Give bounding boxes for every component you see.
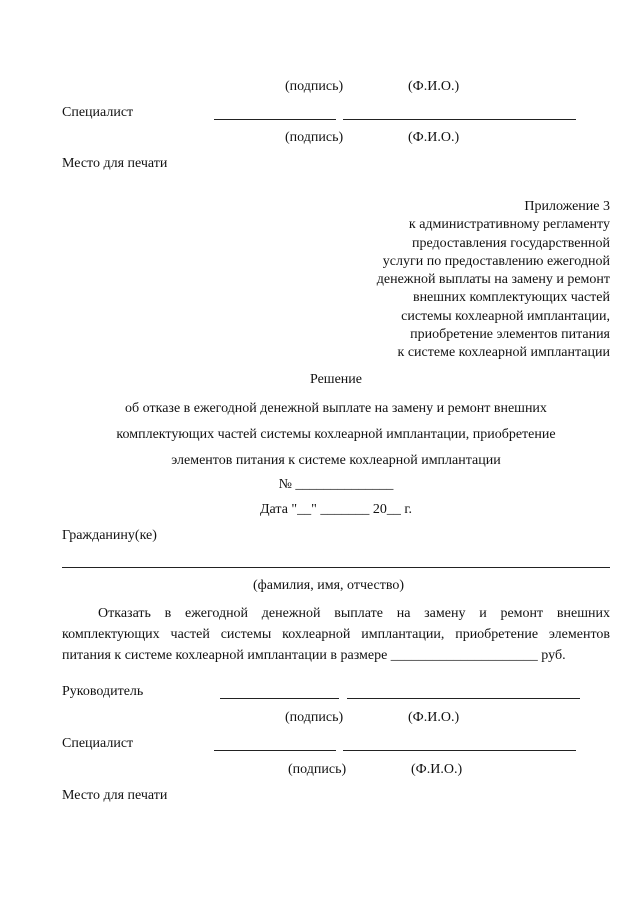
appendix-line: услуги по предоставлению ежегодной — [382, 253, 610, 269]
appendix-line: к системе кохлеарной имплантации — [397, 345, 610, 361]
appendix-line: к административному регламенту — [408, 217, 610, 233]
top-stamp-label: Место для печати — [62, 156, 168, 171]
appendix-line: предоставления государственной — [411, 235, 610, 251]
decision-body — [62, 603, 610, 666]
top-fio-caption: (Ф.И.О.) — [408, 79, 460, 94]
head-fio-line — [347, 697, 580, 699]
top-signature-caption: (подпись) — [285, 79, 344, 94]
top-specialist-fio-line — [343, 118, 576, 120]
top-specialist-label: Специалист — [62, 105, 134, 120]
specialist-signature-line — [214, 749, 336, 751]
decision-subtitle-line: элементов питания к системе кохлеарной имплантации — [171, 453, 501, 468]
appendix-header — [310, 198, 610, 363]
specialist-fio-line — [343, 749, 576, 751]
citizen-name-caption: (фамилия, имя, отчество) — [253, 578, 405, 593]
top-specialist-signature-line — [214, 118, 336, 120]
decision-subtitle-line: об отказе в ежегодной денежной выплате на замену и ремонт внешних — [125, 401, 547, 416]
appendix-line: денежной выплаты на замену и ремонт — [376, 272, 610, 288]
specialist-fio-caption: (Ф.И.О.) — [411, 762, 463, 777]
head-label: Руководитель — [62, 684, 144, 699]
specialist-signature-caption: (подпись) — [288, 762, 347, 777]
head-signature-caption: (подпись) — [285, 710, 344, 725]
decision-subtitle-line: комплектующих частей системы кохлеарной имплантации, приобретение — [116, 427, 556, 442]
appendix-line: приобретение элементов питания — [410, 327, 610, 343]
decision-date: Дата "__" _______ 20__ г. — [260, 502, 412, 517]
citizen-label: Гражданину(ке) — [62, 528, 157, 543]
citizen-name-line — [62, 566, 610, 568]
decision-body-text: Отказать в ежегодной денежной выплате на замену и ремонт внешних комплектующих частей системы кохлеарной имплантации, приобретение элементов питания к системе кохлеарной имплантации в размере _____________________ руб. — [62, 606, 610, 663]
top-specialist-signature-caption: (подпись) — [285, 130, 344, 145]
appendix-line: внешних комплектующих частей — [412, 290, 610, 306]
top-specialist-fio-caption: (Ф.И.О.) — [408, 130, 460, 145]
decision-title: Решение — [309, 372, 362, 387]
appendix-line: системы кохлеарной имплантации, — [401, 308, 610, 324]
appendix-line: Приложение 3 — [524, 199, 610, 214]
specialist-label: Специалист — [62, 736, 134, 751]
head-fio-caption: (Ф.И.О.) — [408, 710, 460, 725]
head-signature-line — [220, 697, 339, 699]
stamp-label: Место для печати — [62, 788, 168, 803]
decision-number: № ______________ — [278, 477, 394, 492]
